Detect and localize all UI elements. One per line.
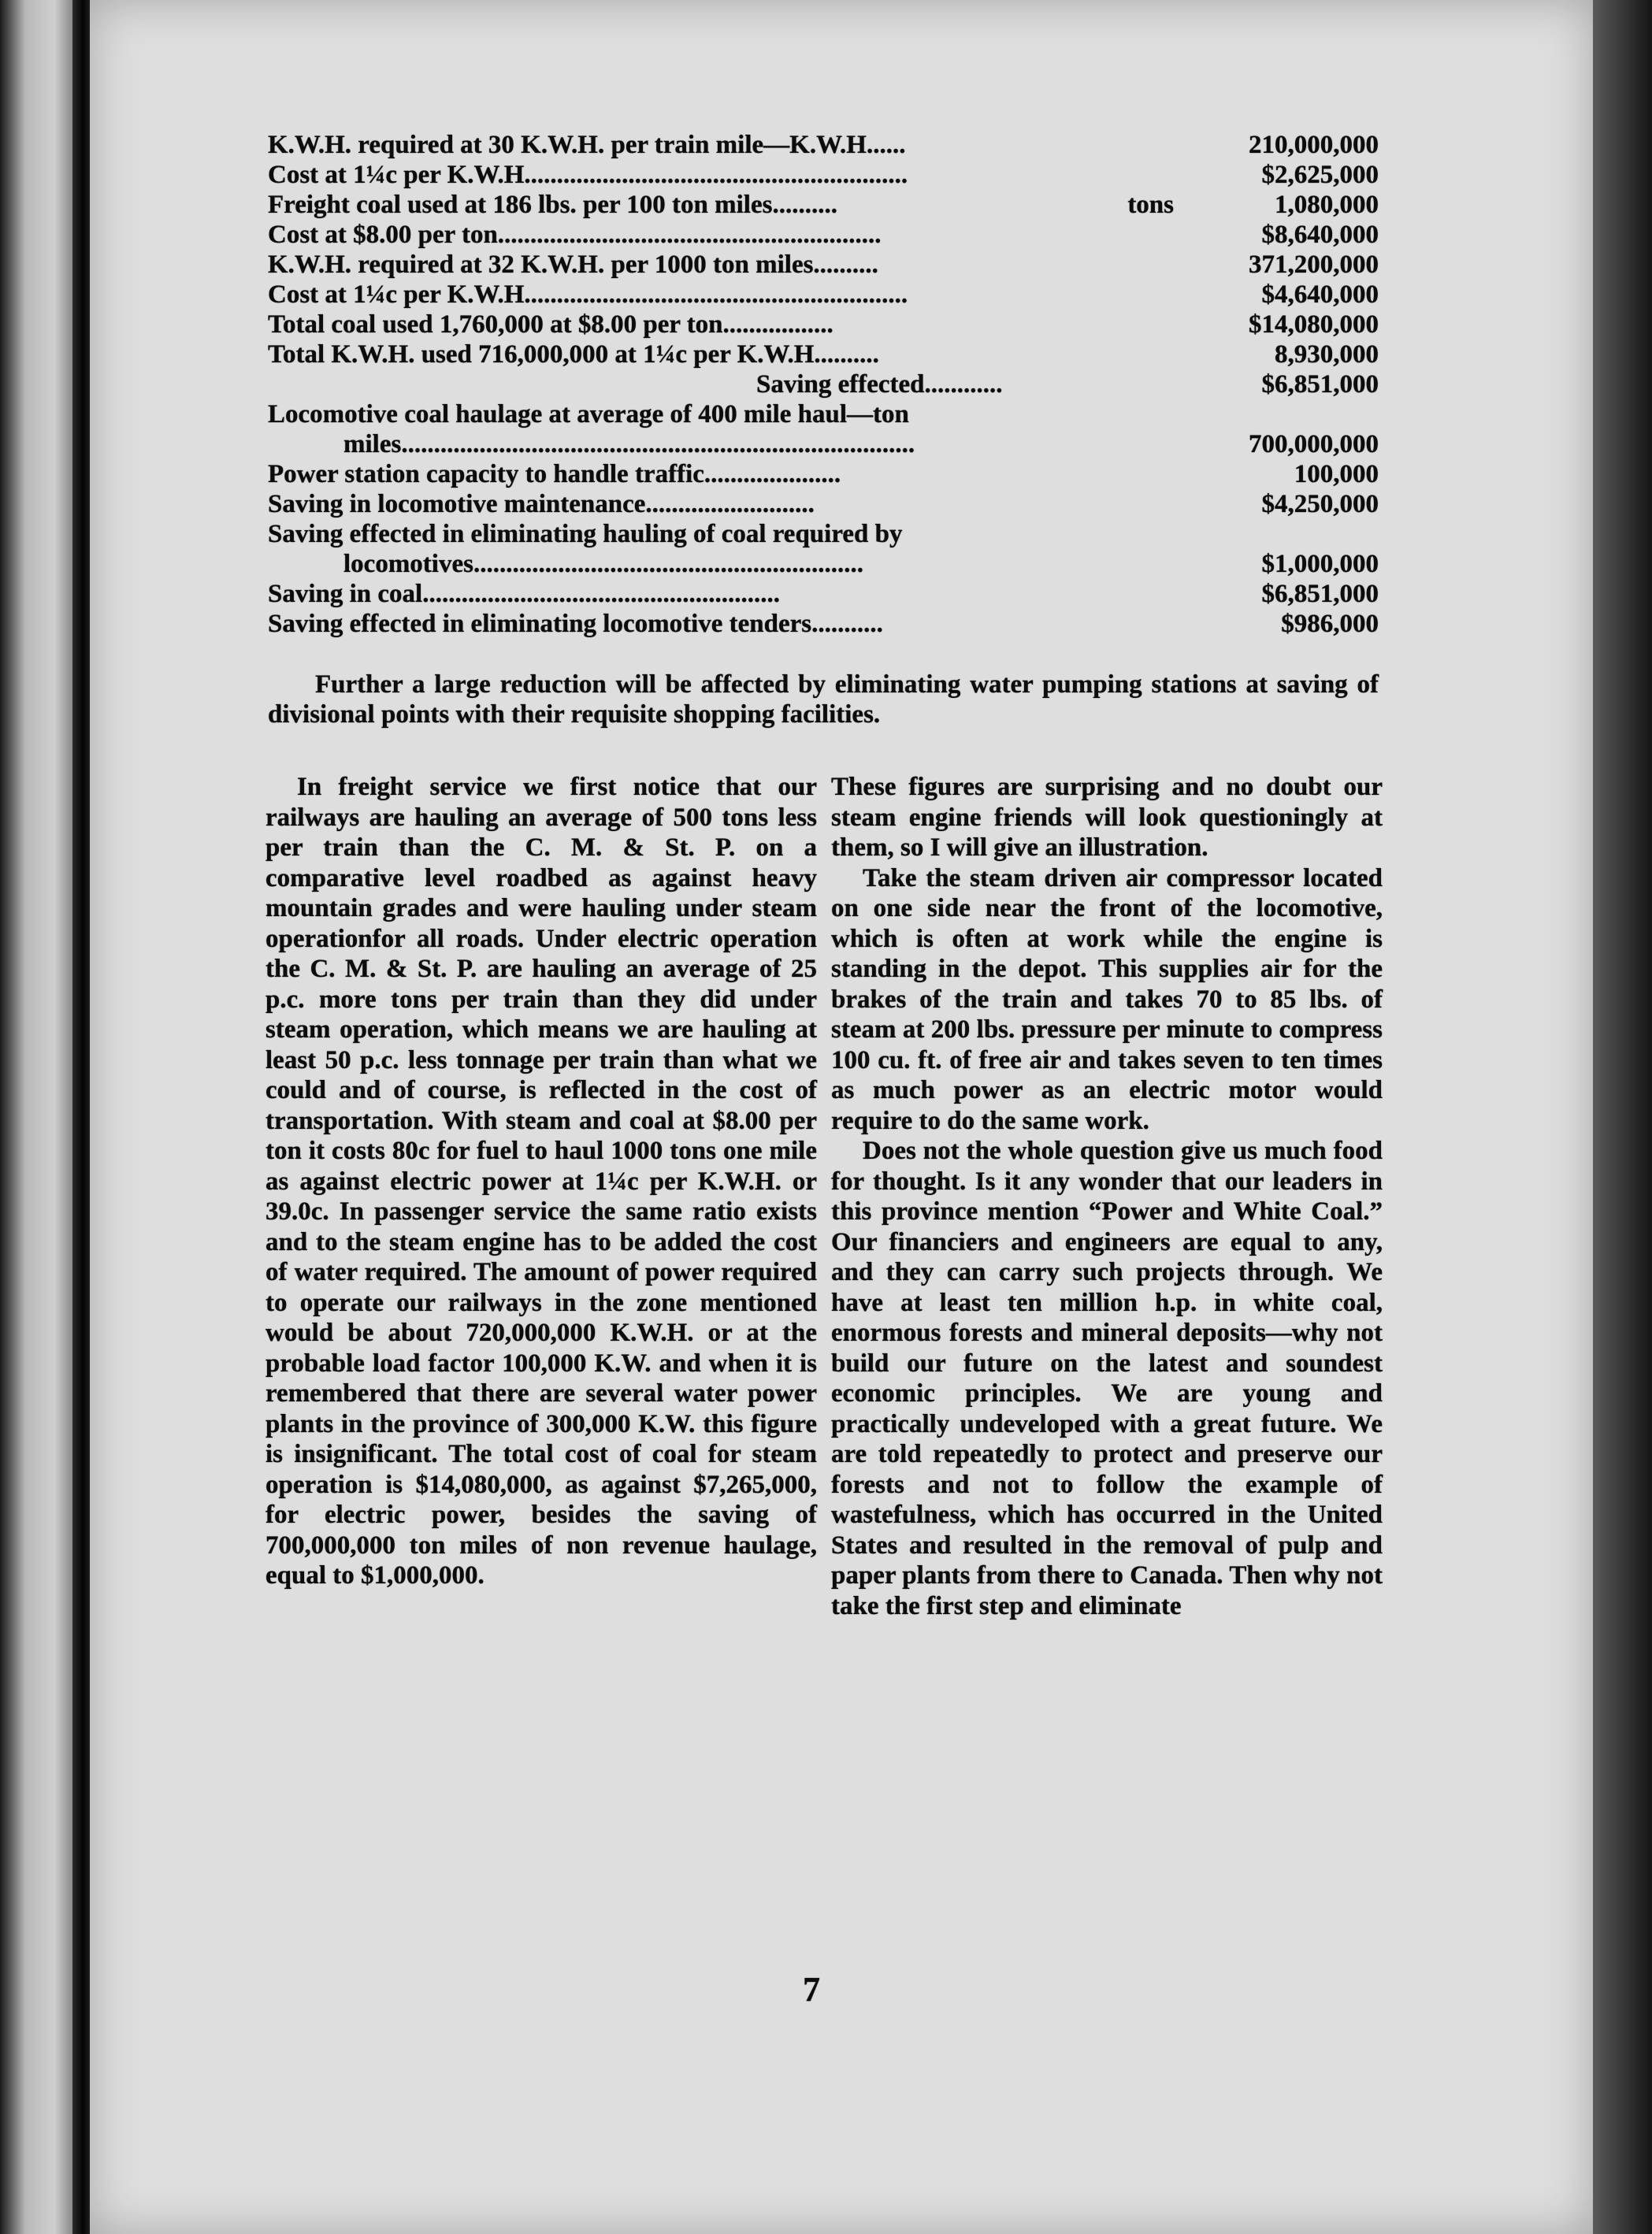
table-row-value: 210,000,000 <box>1249 131 1379 159</box>
table-row <box>268 399 1379 429</box>
table-row-value: 8,930,000 <box>1275 340 1379 369</box>
table-row-label: Cost at 1¼c per K.W.H........................................................... <box>268 161 908 189</box>
body-paragraph: These figures are surprising and no doubt our steam engine friends will look questioningly at them, so I will give an illustration. <box>831 773 1383 862</box>
table-row <box>268 519 1379 549</box>
cost-table <box>268 130 1379 639</box>
table-row-label: Saving effected in eliminating hauling of coal required by <box>268 520 903 548</box>
scan-edge <box>1593 0 1652 2234</box>
table-row-label: Total coal used 1,760,000 at $8.00 per ton................. <box>268 310 833 339</box>
table-row-value: $2,625,000 <box>1261 161 1379 189</box>
table-row-label: Saving effected............ <box>756 370 1003 399</box>
table-row <box>268 190 1379 220</box>
table-row-value: $4,640,000 <box>1261 280 1379 309</box>
table-row-value: $14,080,000 <box>1249 310 1379 339</box>
table-row-label: Saving effected in eliminating locomotive tenders........... <box>268 610 883 638</box>
table-row <box>268 369 1379 399</box>
table-row-label: locomotives............................................................ <box>343 550 863 578</box>
table-row-label: K.W.H. required at 32 K.W.H. per 1000 ton miles.......... <box>268 250 878 279</box>
table-row <box>268 340 1379 369</box>
table-row-label: Locomotive coal haulage at average of 400 mile haul—ton <box>268 400 909 429</box>
table-row-value: $986,000 <box>1281 610 1379 638</box>
table-row-value: 1,080,000 <box>1275 191 1379 219</box>
right-column <box>831 772 1383 1621</box>
table-row-value: $6,851,000 <box>1261 370 1379 399</box>
table-row <box>268 250 1379 280</box>
table-row-label: Cost at 1¼c per K.W.H........................................................... <box>268 280 908 309</box>
table-row-value: 371,200,000 <box>1249 250 1379 279</box>
table-row <box>268 310 1379 340</box>
table-row <box>268 280 1379 310</box>
table-row <box>268 160 1379 190</box>
table-row <box>268 579 1379 609</box>
table-row-value: $8,640,000 <box>1261 221 1379 249</box>
table-row-label: K.W.H. required at 30 K.W.H. per train mile—K.W.H...... <box>268 131 906 159</box>
table-row <box>268 609 1379 639</box>
table-row <box>268 489 1379 519</box>
body-paragraph: Take the steam driven air compressor located on one side near the front of the locomotive, which is often at work while the engine is standing in the depot. This supplies air for the brakes of the train and takes 70 to 85 lbs. of steam at 200 lbs. pressure per minute to compress 100 cu. ft. of free air and takes seven to ten times as much power as an electric motor would require to do the same work. <box>831 863 1383 1135</box>
table-row-label: Power station capacity to handle traffic..................... <box>268 460 841 488</box>
table-row-label: Saving in coal....................................................... <box>268 580 780 608</box>
table-row <box>268 130 1379 160</box>
left-column <box>265 772 817 1591</box>
table-row <box>268 429 1379 459</box>
table-row-value: 100,000 <box>1294 460 1379 488</box>
table-row <box>268 220 1379 250</box>
table-row-label: Cost at $8.00 per ton........................................................... <box>268 221 882 249</box>
body-paragraph: In freight service we first notice that our railways are hauling an average of 500 tons less per train than the C. M. & St. P. on a comparative level roadbed as against heavy mountain grades and were hauling under steam operationfor all roads. Under electric operation the C. M. & St. P. are hauling an average of 25 p.c. more tons per train than they did under steam operation, which means we are hauling at least 50 p.c. less tonnage per train than what we could and of course, is reflected in the cost of transportation. With steam and coal at $8.00 per ton it costs 80c for fuel to haul 1000 tons one mile as against electric power at 1¼c per K.W.H. or 39.0c. In passenger service the same ratio exists and to the steam engine has to be added the cost of water required. The amount of power required to operate our railways in the zone mentioned would be about 720,000,000 K.W.H. or at the probable load factor 100,000 K.W. and when it is remembered that there are several water power plants in the province of 300,000 K.W. this figure is insignificant. The total cost of coal for steam operation is $14,080,000, as against $7,265,000, for electric power, besides the saving of 700,000,000 ton miles of non revenue haulage, equal to $1,000,000. <box>265 773 817 1590</box>
table-row-unit: tons <box>1127 191 1174 219</box>
table-row-value: $6,851,000 <box>1261 580 1379 608</box>
table-row <box>268 549 1379 579</box>
note-paragraph <box>268 670 1379 729</box>
table-row-value: $1,000,000 <box>1261 550 1379 578</box>
table-row-label: miles............................................................................... <box>343 430 915 458</box>
table-row-label: Saving in locomotive maintenance.......................... <box>268 490 815 518</box>
book-gutter <box>72 0 90 2234</box>
body-paragraph: Does not the whole question give us much food for thought. Is it any wonder that our leaders in this province mention “Power and White Coal.” Our financiers and engineers are equal to any, and they can carry such projects through. We have at least ten million h.p. in white coal, enormous forests and mineral deposits—why not build our future on the latest and soundest economic principles. We are young and practically undeveloped with a great future. We are told repeatedly to protect and preserve our forests and not to follow the example of wastefulness, which has occurred in the United States and resulted in the removal of pulp and paper plants from there to Canada. Then why not take the first step and eliminate <box>831 1137 1383 1620</box>
facing-page-edge <box>0 0 72 2234</box>
table-row <box>268 459 1379 489</box>
page-number: 7 <box>803 1970 820 2009</box>
table-row-label: Total K.W.H. used 716,000,000 at 1¼c per K.W.H.......... <box>268 340 879 369</box>
table-row-value: 700,000,000 <box>1249 430 1379 458</box>
note-text: Further a large reduction will be affected by eliminating water pumping stations at saving of divisional points with their requisite shopping facilities. <box>268 670 1379 729</box>
table-row-label: Freight coal used at 186 lbs. per 100 ton miles.......... <box>268 191 837 219</box>
table-row-value: $4,250,000 <box>1261 490 1379 518</box>
